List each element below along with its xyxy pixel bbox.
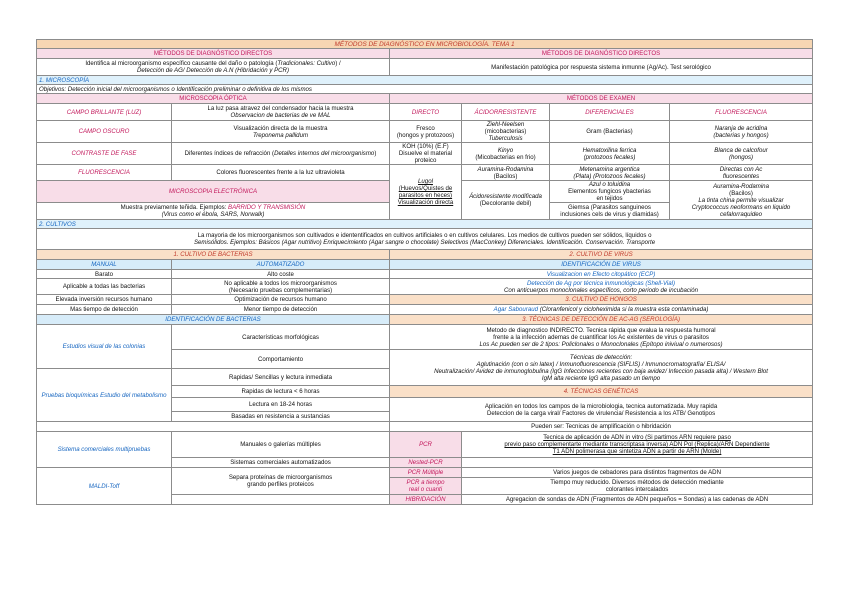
electron-microscopy-header: MICROSCOPIA ELECTRÓNICA — [37, 181, 390, 203]
fluorescence-label: FLUORESCENCIA — [37, 165, 172, 181]
auto-cell-3: Optimización de recursos humano — [172, 295, 390, 305]
fluo-cell-3: Directas con Ac fluorescentes — [670, 165, 813, 181]
fluo-cell-2: Blanca de calcofour (hongos) — [670, 143, 813, 165]
dark-field-label: CAMPO OSCURO — [37, 121, 172, 143]
dif-cell-1: Gram (Bacterias) — [550, 121, 670, 143]
col-fluorescencia: FLUORESCENCIA — [670, 104, 813, 121]
fluo-cell-1: Naranja de acridina (bacterias y hongos) — [670, 121, 813, 143]
page-title: MÉTODOS DE DIAGNÓSTICO EN MICROBIOLOGÍA. TEMA 1 — [37, 40, 813, 49]
auto-cell-1: Alto coste — [172, 270, 390, 279]
optical-microscopy-header: MICROSCOPIA ÓPTICA — [37, 94, 390, 104]
detection-techniques: Técnicas de detección: Aglutinación (con o sin latex) / Inmunofluorescencia (SIFLIS) / Inmunocromatografía/ ELISA/ Neutralización/ Avidez de inmunoglobulina (IgG Infecciones recientes con baja avidez/ Infeccion pasada alta) / Western Blot IgM alta reciente IgG alta pasado un tiempo — [390, 350, 813, 386]
fungi-culture-header: 3. CULTIVO DE HONGOS — [390, 295, 813, 305]
col-acidorresistente: ÁCIDORRESISTENTE — [462, 104, 550, 121]
biochemical-tests-label: Pruebas bioquímicas Estudio del metabolismo — [37, 369, 172, 422]
serology-header: 3. TÉCNICAS DE DETECCIÓN DE AC-AG (SEROLOGÍA) — [390, 315, 813, 325]
automated-header: AUTOMATIZADO — [172, 260, 390, 270]
biochem-cell-2: Rapidas de lectura < 6 horas — [172, 386, 390, 398]
col-directo: DIRECTO — [390, 104, 462, 121]
virus-culture-header: 2. CULTIVO DE VIRUS — [390, 250, 813, 260]
virus-cell-2: Detección de Ag por técnica inmunológicas (Shell-Vial) Con anticuerpos monoclonales específicos, corto periodo de incubación — [390, 279, 813, 295]
commercial-systems-label: Sistema comerciales multipruebas — [37, 432, 172, 468]
auto-cell-4: Menor tiempo de detección — [172, 305, 390, 315]
dif-cell-5: Giemsa (Parasitos sanguineos inclusiones cels de virus y diamidas) — [550, 203, 670, 220]
summary-table — [36, 39, 813, 505]
virus-id-header: IDENTIFICACIÓN DE VIRUS — [390, 260, 813, 270]
realtime-pcr-text: Tiempo muy reducido. Diversos métodos de detección mediante colorantes intercalados — [462, 478, 813, 495]
bacteria-id-header: IDENTIFICACIÓN DE BACTERIAS — [37, 315, 390, 325]
fluo-cell-4: Auramina-Rodamina (Bacilos) La tinta china permite visualizar Cryptococcus neoformans en liquido cefalorraquideo — [670, 181, 813, 220]
acido-cell-1: Ziehl-Neelsen (micobacterias) Tuberculosis — [462, 121, 550, 143]
colony-study-label: Estudios visual de las colonias — [37, 325, 172, 369]
realtime-pcr-label: PCR a tiempo real o cuanti — [390, 478, 462, 495]
genetic-techniques-text: Aplicación en todos los campos de la microbiologia, tecnica automatizada. Muy rapida Deteccion de la carga viral/ Factores de virulencia/ Resistencia a los ATB/ Genotipos — [390, 398, 813, 422]
manual-cell-1: Barato — [37, 270, 172, 279]
dif-cell-3: Metenamina argentica (Plata) (Protozoos fecales) — [550, 165, 670, 181]
electron-microscopy-desc: Muestra previamente teñida. Ejemplos: BARRIDO Y TRANSMISIÓN (Virus como el ébola, SARS, Norwalk) — [37, 203, 390, 220]
col-diferenciales: DIFERENCIALES — [550, 104, 670, 121]
colony-study-2: Comportamiento — [172, 350, 390, 369]
pcr-text: Tecnica de aplicación de ADN in vitro (Si partimos ARN requiere paso previo paso complementarte mediante transcriptasa inversa) ADN Pol (Replica)/ARN Dependiente T1 ADN polimerasa que sintetiza ADN a partir de ARN (Molde) — [462, 432, 813, 458]
bright-field-label: CAMPO BRILLANTE (LUZ) — [37, 104, 172, 121]
hybridization-label: HIBRIDACIÓN — [390, 495, 462, 505]
section-cultures: 2. CULTIVOS — [37, 220, 813, 229]
summary-sheet — [36, 39, 812, 505]
pcr-label: PCR — [390, 432, 462, 458]
manual-cell-2: Aplicable a todas las bacterias — [37, 279, 172, 295]
section-microscopy: 1. MICROSCOPÍA — [37, 76, 813, 85]
manual-cell-3: Elevada inversión recursos humano — [37, 295, 172, 305]
fluorescence-desc: Colores fluorescentes frente a la luz ultravioleta — [172, 165, 390, 181]
manual-header: MANUAL — [37, 260, 172, 270]
nested-pcr-text — [462, 458, 813, 468]
dark-field-desc: Visualización directa de la muestra Treponema pallidum — [172, 121, 390, 143]
exam-methods-header: MÉTODOS DE EXAMEN — [390, 94, 813, 104]
acido-cell-2: Kinyo (Micobacterias en frio) — [462, 143, 550, 165]
directo-cell-2: KOH (10%) (E.F) Disuelve el material proteico — [390, 143, 462, 165]
dif-cell-4: Azul o toluidina Elementos fungicos ybacterias en tejidos — [550, 181, 670, 203]
systems-cell-1: Manuales o galerías múltiples — [172, 432, 390, 458]
phase-contrast-label: CONTRASTE DE FASE — [37, 143, 172, 165]
multiplex-pcr-label: PCR Múltiple — [390, 468, 462, 478]
biochem-cell-1: Rapidas/ Sencillas y lectura inmediata — [172, 369, 390, 386]
serology-text: Metodo de diagnostico INDIRECTO. Tecnica rápida que evalua la respuesta humoral frente a la infección ademas de cuantificar los Ac existentes de virus o parasitos Los Ac pueden ser de 2 tipos: Policlonales o Monoclonales (Epítopo iniviual o numerosos) — [390, 325, 813, 350]
dif-cell-2: Hematoxilina ferrica (protozoos fecales) — [550, 143, 670, 165]
cultures-description: La mayoria de los microorganismos son cultivados e idententificados en cultivos artificiales o en cultivos celulares. Los medios de cultivos pueden ser sólidos, líquidos o Semisólidos. Ejemplos: Básicos (Agar nutritivo) Enriquecimiento (Agar sangre o chocolate) Selectivos (MacConkey) Diferenciales. Identificación. Conservación. Transporte — [37, 229, 813, 250]
direct-methods-header: MÉTODOS DE DIAGNÓSTICO DIRECTOS — [37, 49, 390, 59]
direct-methods-text: Identifica al microorganismo específico causante del daño o patología (Tradicionales: Cultivo) / Detección de AG/ Detección de A.N (Hibridación y PCR) — [37, 59, 390, 76]
indirect-methods-text: Manifestación patológica por respuesta sistema inmunne (Ag/Ac). Test serológico — [390, 59, 813, 76]
virus-cell-1: Visualizacion en Efecto citopático (ECP) — [390, 270, 813, 279]
auto-cell-2: No aplicable a todos los microorganismos (Necesario pruebas complementarias) — [172, 279, 390, 295]
directo-cell-3: Lugol (Huevos/Quistes de parasitos en heces) Visualización directa — [390, 165, 462, 220]
maldi-desc: Separa proteínas de microorganismos grando perfiles proteicos — [172, 468, 390, 495]
maldi-blank — [172, 495, 390, 505]
colony-study-1: Características morfológicas — [172, 325, 390, 350]
acido-cell-4: Ácidoresistente modificada (Decolorante debil) — [462, 181, 550, 220]
multiplex-pcr-text: Varios juegos de cebadores para distintos fragmentos de ADN — [462, 468, 813, 478]
acido-cell-3: Auramina-Rodamina (Bacilos) — [462, 165, 550, 181]
maldi-label: MALDI-Toff — [37, 468, 172, 505]
microscopy-objective: Objetivos: Detección inicial del microorganismos o Identificación preliminar o definitiva de los mismos — [37, 85, 813, 94]
phase-contrast-desc: Diferentes índices de refracción (Detalles internos del microorganismo) — [172, 143, 390, 165]
blank-cell — [37, 422, 390, 432]
systems-cell-2: Sistemas comerciales automatizados — [172, 458, 390, 468]
genetic-techniques-header: 4. TÉCNICAS GENÉTICAS — [390, 386, 813, 398]
hybridization-text: Agregacion de sondas de ADN (Fragmentos de ADN pequeños = Sondas) a las cadenas de ADN — [462, 495, 813, 505]
manual-cell-4: Mas tiempo de detección — [37, 305, 172, 315]
directo-cell-1: Fresco (hongos y protozoos) — [390, 121, 462, 143]
biochem-cell-3: Lectura en 18-24 horas — [172, 398, 390, 412]
fungi-culture-text: Agar Sabouraud (Cloranfenicol y cicloheximida si la muestra esta contaminada) — [390, 305, 813, 315]
genetic-types: Pueden ser: Tecnicas de amplificación o hibridación — [390, 422, 813, 432]
nested-pcr-label: Nested-PCR — [390, 458, 462, 468]
indirect-methods-header: MÉTODOS DE DIAGNÓSTICO DIRECTOS — [390, 49, 813, 59]
bacteria-culture-header: 1. CULTIVO DE BACTERIAS — [37, 250, 390, 260]
biochem-cell-4: Basadas en resistencia a sustancias — [172, 412, 390, 422]
bright-field-desc: La luz pasa atravez del condensador hacia la muestra Observacion de bacterias de ve MAL — [172, 104, 390, 121]
